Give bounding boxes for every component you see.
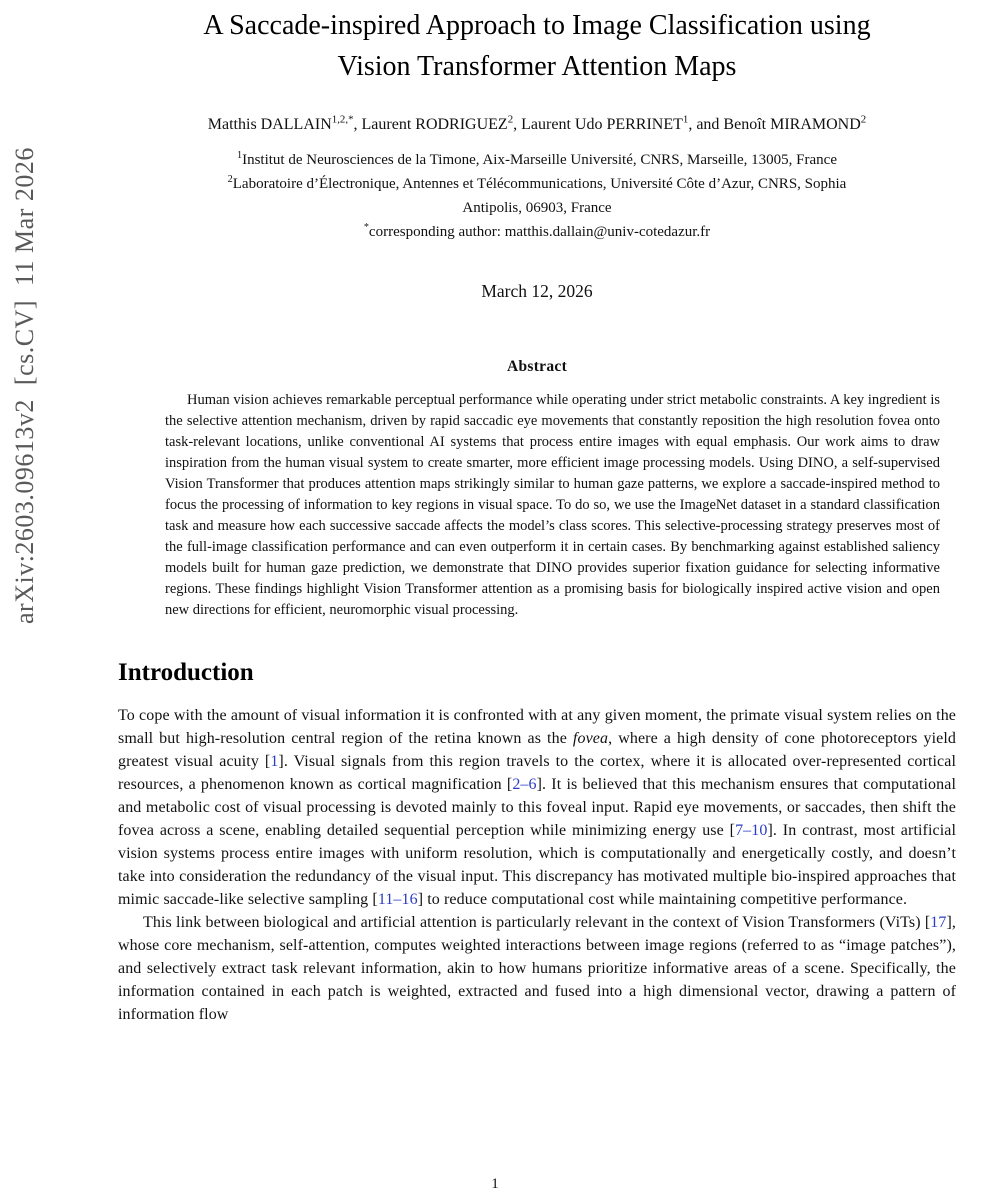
citation-link[interactable]: 2–6 <box>512 776 537 793</box>
date-line: March 12, 2026 <box>481 281 593 301</box>
author-line: Matthis $DALLAIN^{1,2,*}$, Laurent RODRIGUEZ$^2$, Laurent Udo PERRINET$^1$, and Benoît MIRAMOND$^2$ <box>207 113 867 133</box>
abstract-heading: Abstract <box>506 358 568 375</box>
affiliations-block <box>118 148 956 244</box>
superscript: 2 <box>860 113 867 126</box>
superscript: 1,2,* <box>331 113 354 126</box>
email-link[interactable]: matthis.dallain@univ-cotedazur.fr <box>504 224 711 240</box>
superscript: * <box>363 222 369 233</box>
superscript: 2 <box>507 113 514 126</box>
superscript: 1 <box>237 150 243 161</box>
corresponding-author-line: *corresponding author: matthis.dallain@univ-cotedazur.fr <box>363 222 711 240</box>
citation-link[interactable]: 1 <box>270 753 279 770</box>
paper-title-line1: A Saccade-inspired Approach to Image Classification using <box>203 10 871 41</box>
section-heading-introduction: Introduction <box>118 659 254 686</box>
citation-link[interactable]: 7–10 <box>735 822 768 839</box>
arxiv-watermark: arXiv:2603.09613v2 [cs.CV] 11 Mar 2026 <box>10 147 39 624</box>
superscript: 2 <box>227 174 233 185</box>
superscript: 1 <box>682 113 689 126</box>
page-number: 1 <box>491 1176 499 1192</box>
intro-paragraph-2: This link between biological and artificial attention is particularly relevant in the context of Vision Transformers (ViTs) [17], whose core mechanism, self-attention, computes weighted interactions between image regions (referred to as “image patches”), and selectively extract task relevant information, akin to how humans prioritize informative areas of a scene. Specifically, the information contained in each patch is weighted, extracted and fused into a high dimensional vector, drawing a pattern of information flow <box>118 914 956 1023</box>
emphasis-text: fovea <box>572 730 609 747</box>
abstract-text: Human vision achieves remarkable perceptual performance while operating under strict metabolic constraints. A key ingredient is the selective attention mechanism, driven by rapid saccadic eye movements that constantly reposition the high resolution fovea onto task-relevant locations, unlike conventional AI systems that process entire images with equal emphasis. Our work aims to draw inspiration from the human visual system to create smarter, more efficient image processing models. Using DINO, a self-supervised Vision Transformer that produces attention maps strikingly similar to human gaze patterns, we explore a saccade-inspired method to focus the processing of information to key regions in visual space. To do so, we use the ImageNet dataset in a standard classification task and measure how each successive saccade affects the model’s class scores. This selective-processing strategy preserves most of the full-image classification performance and can even outperform it in certain cases. By benchmarking against established saliency models built for human gaze prediction, we demonstrate that DINO provides superior fixation guidance for selecting informative regions. These findings highlight Vision Transformer attention as a promising basis for biologically inspired active vision and open new directions for efficient, neuromorphic visual processing. <box>165 392 940 618</box>
intro-paragraph-1: To cope with the amount of visual information it is confronted with at any given moment, the primate visual system relies on the small but high-resolution central region of the retina known as the fovea, where a high density of cone photoreceptors yield greatest visual acuity [1]. Visual signals from this region travels to the cortex, where it is allocated over-represented cortical resources, a phenomenon known as cortical magnification [2–6]. It is believed that this mechanism ensures that computational and metabolic cost of visual processing is devoted mainly to this foveal input. Rapid eye movements, or saccades, then shift the fovea across a scene, enabling detailed sequential perception while minimizing energy use [7–10]. In contrast, most artificial vision systems process entire images with uniform resolution, which is computationally and energetically costly, and doesn’t take into consideration the redundancy of the visual input. This discrepancy has motivated multiple bio-inspired approaches that mimic saccade-like selective sampling [11–16] to reduce computational cost while maintaining competitive performance. <box>118 707 956 908</box>
affiliation-2: $^2$Laboratoire d’Électronique, Antennes et Télécommunications, Université Côte d’Azur, CNRS, Sophia <box>227 174 847 192</box>
paper-content <box>118 0 956 1026</box>
affiliation-2-continued: Antipolis, 06903, France <box>462 200 612 216</box>
affiliation-1: $^1$Institut de Neurosciences de la Timone, Aix-Marseille Université, CNRS, Marseille, 13005, France <box>237 150 837 168</box>
paper-title <box>118 5 956 87</box>
citation-link[interactable]: 11–16 <box>377 891 418 908</box>
citation-link[interactable]: 17 <box>930 914 947 931</box>
paper-title-line2: Vision Transformer Attention Maps <box>337 51 737 82</box>
